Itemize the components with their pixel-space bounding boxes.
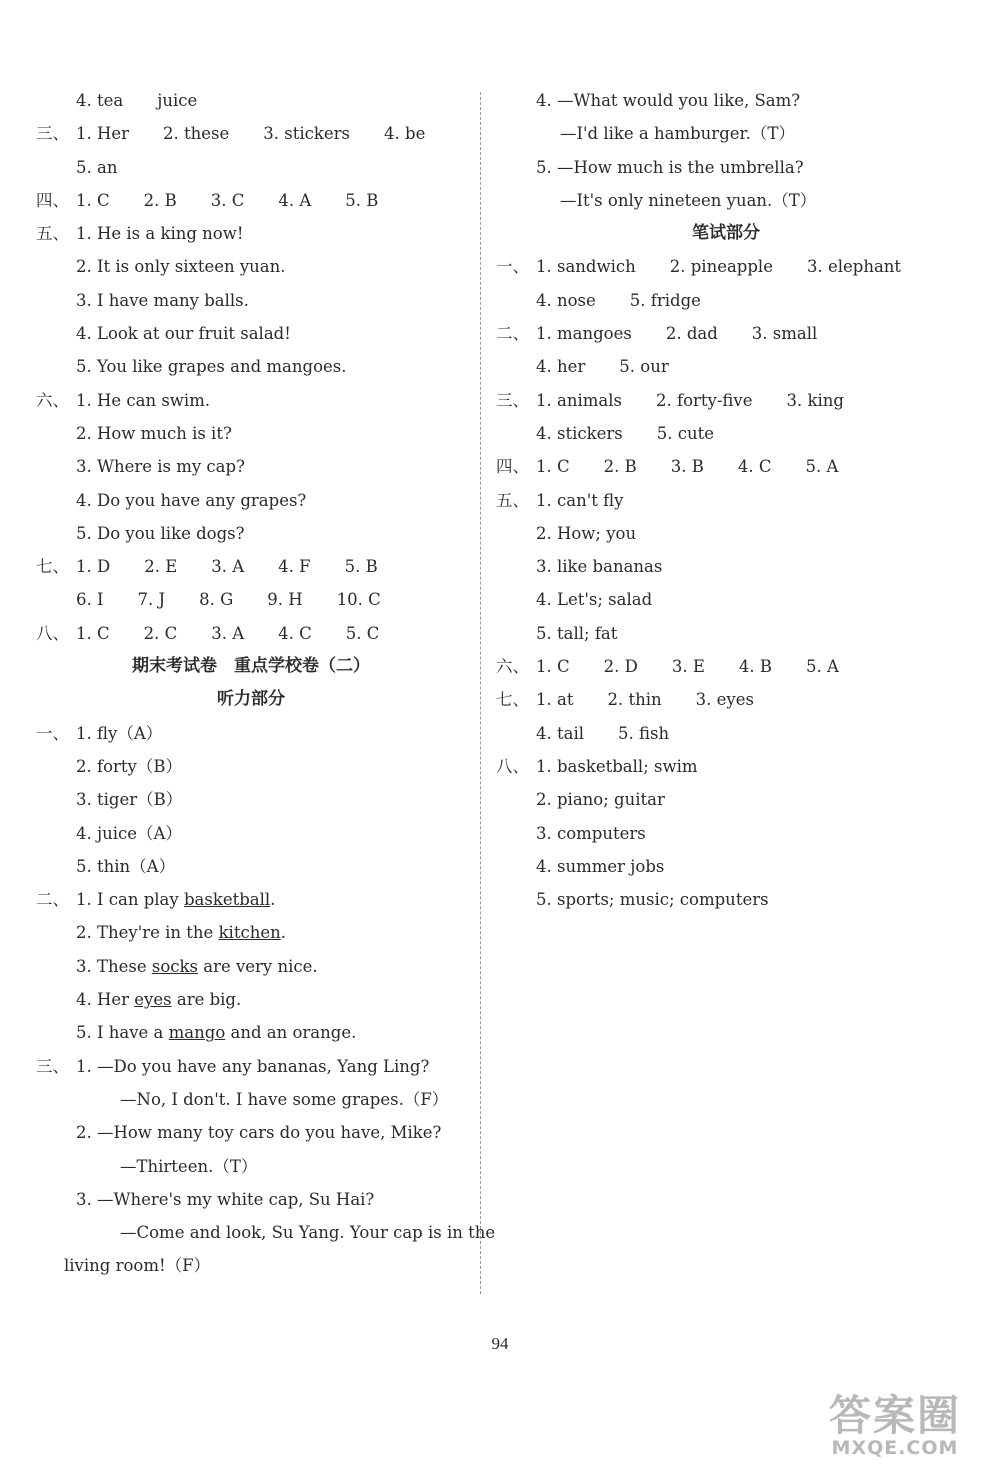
answer-text: 4. tail <box>536 723 585 743</box>
answer-line <box>496 550 956 583</box>
answer-line <box>36 1249 466 1282</box>
answer-line <box>496 450 956 483</box>
answer-text: 4. summer jobs <box>536 856 665 876</box>
answer-line <box>496 484 956 517</box>
answer-line <box>496 517 956 550</box>
section-number: 八、 <box>496 756 529 776</box>
section-number: 一、 <box>496 257 529 277</box>
answer-text: —Thirteen.（T） <box>120 1156 258 1176</box>
answer-text: 5. tall; fat <box>536 623 618 643</box>
answer-text: 1. animals <box>536 390 622 410</box>
watermark-site-text: MXQE.COM <box>831 1437 959 1459</box>
answer-text: 2. piano; guitar <box>536 790 665 810</box>
answer-text: 4. Do you have any grapes? <box>76 490 307 510</box>
answer-line <box>36 950 466 983</box>
answer-text: 5. You like grapes and mangoes. <box>76 357 347 377</box>
answer-line <box>36 84 466 117</box>
answer-text: 3. like bananas <box>536 557 663 577</box>
answer-text: —No, I don't. I have some grapes.（F） <box>120 1089 449 1109</box>
answer-line <box>36 783 466 816</box>
answer-line <box>36 1216 496 1249</box>
section-number: 七、 <box>496 690 529 710</box>
answer-text: 1. He can swim. <box>76 390 211 410</box>
answer-text: 1. C <box>76 190 110 210</box>
answer-line <box>496 84 956 117</box>
answer-line <box>36 550 466 583</box>
answer-text: 5. A <box>805 457 839 477</box>
section-number: 八、 <box>36 623 69 643</box>
answer-text: 3. small <box>751 324 818 344</box>
answer-line <box>36 151 466 184</box>
answer-text: 4. C <box>737 457 772 477</box>
answer-text: 5. C <box>345 623 380 643</box>
section-heading: 听力部分 <box>217 689 285 710</box>
answer-line <box>496 583 956 616</box>
answer-text: 3. A <box>211 557 245 577</box>
section-number: 四、 <box>496 457 529 477</box>
section-heading: 笔试部分 <box>692 223 760 244</box>
answer-text: 3. These <box>76 956 152 976</box>
answer-text: 6. I <box>76 590 104 610</box>
answer-line <box>496 384 956 417</box>
answer-text: 3. C <box>210 190 245 210</box>
answer-line <box>496 417 956 450</box>
section-heading: 期末考试卷 重点学校卷（二） <box>132 656 370 677</box>
answer-text: 8. G <box>199 590 234 610</box>
answer-text: 5. fridge <box>629 290 701 310</box>
answer-line <box>36 284 466 317</box>
answer-text: 5. sports; music; computers <box>536 890 769 910</box>
watermark-logo <box>806 1391 984 1465</box>
answer-text: 2. these <box>163 124 230 144</box>
answer-line <box>36 1150 466 1183</box>
underlined-word: basketball <box>183 890 271 910</box>
answer-line <box>496 284 956 317</box>
underlined-word: eyes <box>134 990 172 1010</box>
answer-line <box>36 850 466 883</box>
answer-text: 5. an <box>76 157 118 177</box>
answer-text: 2. D <box>603 657 638 677</box>
left-answer-column <box>36 84 496 1283</box>
answer-text: 1. C <box>536 457 570 477</box>
answer-line <box>496 184 956 217</box>
answer-text: 2. —How many toy cars do you have, Mike? <box>76 1123 442 1143</box>
answer-line <box>36 117 466 150</box>
answer-line <box>496 717 956 750</box>
answer-text: 5. B <box>345 190 379 210</box>
answer-text: 2. pineapple <box>669 257 773 277</box>
answer-line <box>496 317 956 350</box>
answer-line <box>36 717 466 750</box>
answer-text: are big. <box>171 990 242 1010</box>
section-number: 三、 <box>36 1056 69 1076</box>
answer-text: —It's only nineteen yuan.（T） <box>560 190 817 210</box>
answer-line <box>496 151 956 184</box>
answer-text: . <box>280 923 286 943</box>
answer-text: 4. her <box>536 357 586 377</box>
answer-text: 1. —Do you have any bananas, Yang Ling? <box>76 1056 430 1076</box>
section-number: 三、 <box>496 390 529 410</box>
answer-line <box>36 517 466 550</box>
answer-text: 1. Her <box>76 124 130 144</box>
answer-text: 1. basketball; swim <box>536 756 698 776</box>
answer-text: 5. B <box>344 557 378 577</box>
answer-text: 1. I can play <box>76 890 184 910</box>
answer-text: 1. can't fly <box>536 490 624 510</box>
right-answer-column <box>496 84 956 916</box>
section-number: 二、 <box>496 324 529 344</box>
answer-line <box>496 783 956 816</box>
underlined-word: socks <box>151 956 198 976</box>
answer-text: 4. be <box>384 124 426 144</box>
answer-text: 1. C <box>536 657 570 677</box>
answer-text: and an orange. <box>225 1023 357 1043</box>
answer-text: 1. mangoes <box>536 324 632 344</box>
answer-text: 2. forty-five <box>655 390 753 410</box>
answer-line <box>496 750 956 783</box>
answer-text: 2. E <box>144 557 178 577</box>
answer-text: 5. —How much is the umbrella? <box>536 157 804 177</box>
answer-line <box>36 617 466 650</box>
answer-text: 5. Do you like dogs? <box>76 523 245 543</box>
answer-line <box>36 883 466 916</box>
answer-line <box>496 883 956 916</box>
answer-text: 3. E <box>671 657 705 677</box>
answer-text: 3. A <box>211 623 245 643</box>
answer-text: 7. J <box>137 590 166 610</box>
answer-line <box>36 817 466 850</box>
answer-line <box>36 417 466 450</box>
answer-line <box>36 1016 466 1049</box>
answer-line <box>496 250 956 283</box>
answer-line <box>496 683 956 716</box>
answer-text: 5. thin（A） <box>76 856 176 876</box>
answer-line <box>36 217 466 250</box>
underlined-word: kitchen <box>218 923 281 943</box>
answer-line <box>36 384 466 417</box>
answer-text: 2. It is only sixteen yuan. <box>76 257 286 277</box>
answer-text: 1. sandwich <box>536 257 636 277</box>
watermark-logo-text: 答案圈 <box>828 1391 961 1440</box>
answer-line <box>496 817 956 850</box>
answer-line <box>496 650 956 683</box>
answer-line <box>36 1183 466 1216</box>
answer-text: 9. H <box>267 590 303 610</box>
answer-text: 4. B <box>738 657 773 677</box>
answer-text: 1. C <box>76 623 110 643</box>
answer-text: 4. Her <box>76 990 135 1010</box>
answer-text: 2. dad <box>665 324 718 344</box>
answer-text: 4. C <box>278 623 312 643</box>
answer-text: 4. stickers <box>536 423 623 443</box>
answer-text: 3. king <box>786 390 844 410</box>
section-number: 三、 <box>36 124 69 144</box>
answer-line <box>36 583 466 616</box>
answer-text: 4. A <box>278 190 312 210</box>
answer-text: 10. C <box>336 590 381 610</box>
answer-text: 3. Where is my cap? <box>76 457 245 477</box>
answer-text: 1. He is a king now! <box>76 224 244 244</box>
section-number: 六、 <box>496 657 529 677</box>
answer-text: 4. nose <box>536 290 596 310</box>
answer-line <box>36 350 466 383</box>
answer-line <box>36 484 466 517</box>
answer-line <box>496 117 956 150</box>
answer-text: 4. —What would you like, Sam? <box>536 91 801 110</box>
underlined-word: mango <box>168 1023 226 1043</box>
answer-text: —Come and look, Su Yang. Your cap is in the <box>120 1223 496 1243</box>
answer-line <box>36 1050 466 1083</box>
answer-line <box>496 350 956 383</box>
answer-text: 2. B <box>143 190 177 210</box>
answer-text: 4. Look at our fruit salad! <box>76 324 291 344</box>
section-number: 四、 <box>36 190 69 210</box>
column-divider <box>480 92 481 1294</box>
answer-line <box>36 983 466 1016</box>
answer-text: 3. stickers <box>263 124 351 144</box>
answer-line <box>36 916 466 949</box>
answer-text: —I'd like a hamburger.（T） <box>560 124 795 144</box>
answer-text: 2. They're in the <box>76 923 219 943</box>
answer-text: 3. I have many balls. <box>76 290 249 310</box>
answer-text: 5. A <box>806 657 839 677</box>
answer-text: 3. eyes <box>695 690 754 710</box>
answer-text: 3. elephant <box>806 257 902 277</box>
answer-text: 5. cute <box>656 423 714 443</box>
answer-text: 5. I have a <box>76 1023 169 1043</box>
section-number: 二、 <box>36 890 69 910</box>
section-number: 七、 <box>36 557 69 577</box>
answer-text: living room!（F） <box>64 1256 211 1276</box>
answer-line <box>36 184 466 217</box>
answer-text: 2. thin <box>607 690 662 710</box>
answer-text: 3. B <box>670 457 704 477</box>
answer-text: are very nice. <box>197 956 318 976</box>
answer-text: 4. juice（A） <box>76 823 182 843</box>
answer-text: 4. tea <box>76 91 124 110</box>
answer-line <box>36 1083 466 1116</box>
answer-text: 2. B <box>603 457 637 477</box>
answer-text: 4. F <box>278 557 311 577</box>
answer-line <box>496 850 956 883</box>
answer-line <box>36 750 466 783</box>
answer-line <box>36 450 466 483</box>
answer-text: 1. D <box>76 557 111 577</box>
answer-text: 3. tiger（B） <box>76 790 183 810</box>
answer-line <box>36 317 466 350</box>
answer-text: 2. C <box>143 623 178 643</box>
answer-text: 4. Let's; salad <box>536 590 653 610</box>
answer-text: 2. How; you <box>536 523 637 543</box>
page-number: 94 <box>491 1334 509 1353</box>
section-number: 五、 <box>36 224 69 244</box>
answer-text: 2. How much is it? <box>76 423 232 443</box>
answer-text: 2. forty（B） <box>76 756 182 776</box>
answer-text: 1. at <box>536 690 574 710</box>
section-number: 五、 <box>496 490 529 510</box>
answer-text: 5. fish <box>618 723 670 743</box>
answer-text: 3. —Where's my white cap, Su Hai? <box>76 1189 375 1209</box>
answer-text: juice <box>157 91 198 110</box>
answer-text: 5. our <box>619 357 669 377</box>
answer-text: 1. fly（A） <box>76 723 163 743</box>
section-number: 一、 <box>36 723 69 743</box>
answer-text: . <box>270 890 276 910</box>
section-number: 六、 <box>36 390 69 410</box>
answer-text: 3. computers <box>536 823 646 843</box>
answer-line <box>36 1116 466 1149</box>
answer-line <box>496 617 956 650</box>
answer-line <box>36 250 466 283</box>
